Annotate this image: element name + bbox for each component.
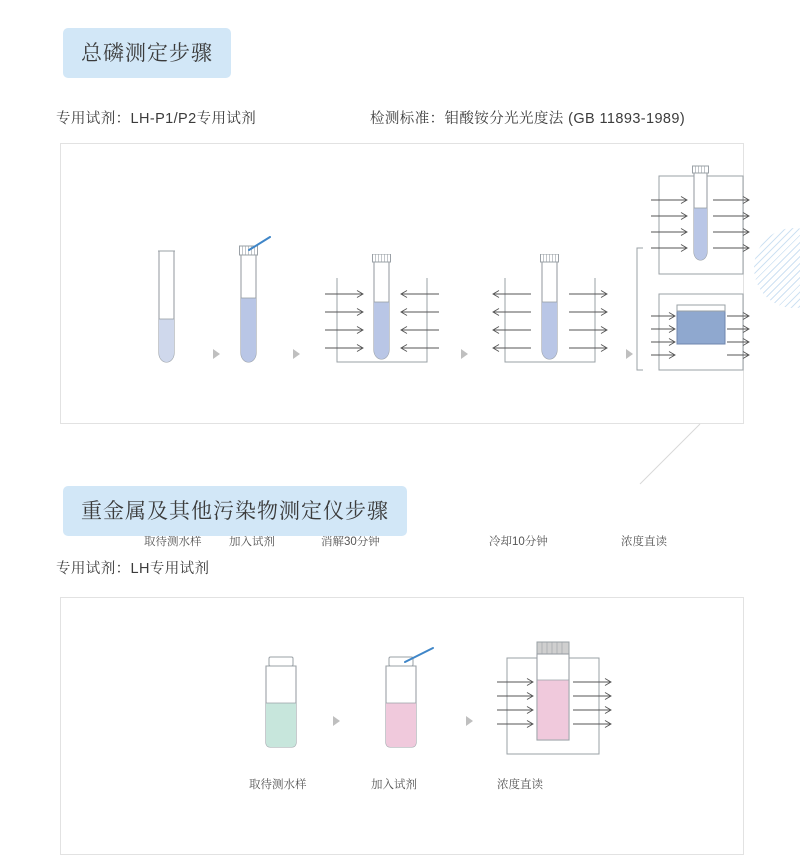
step2-test-tube-with-pipette: [229, 236, 275, 371]
section-2-title: 重金属及其他污染物测定仪步骤: [63, 486, 407, 536]
section-connector-line: [700, 424, 800, 484]
s2-step1-caption: 取待测水样: [249, 779, 307, 791]
triangle-right-icon-2: [293, 349, 300, 359]
section-1-standard-label: 检测标准：钼酸铵分光光度法 (GB 11893-1989): [370, 111, 686, 127]
step5-caption: 浓度直读: [621, 536, 667, 548]
step5-direct-reading-unit: [581, 164, 751, 384]
step2-caption: 加入试剂: [229, 536, 275, 548]
s2-step3-caption: 浓度直读: [497, 779, 543, 791]
section-1-title: 总磷测定步骤: [63, 28, 231, 78]
triangle-right-icon-1: [213, 349, 220, 359]
sample-bottle-water: [253, 653, 309, 753]
s2-step2-caption: 加入试剂: [371, 779, 417, 791]
section-1-reagent-label: 专用试剂：LH-P1/P2专用试剂: [56, 111, 257, 127]
sample-bottle-with-reagent: [373, 646, 443, 754]
step3-digestion-unit: [323, 254, 441, 372]
step3-caption: 消解30分钟: [321, 536, 380, 548]
triangle-right-icon-5: [333, 716, 340, 726]
step4-caption: 冷却10分钟: [489, 536, 548, 548]
decorative-striped-circle: [754, 228, 800, 308]
triangle-right-icon-6: [466, 716, 473, 726]
triangle-right-icon-3: [461, 349, 468, 359]
section-2-header: [63, 486, 407, 536]
step1-caption: 取待测水样: [144, 536, 202, 548]
section-2-reagent-label: 专用试剂：LH专用试剂: [56, 561, 210, 577]
s2-direct-reading-unit: [489, 636, 617, 758]
section-2-diagram-panel: [60, 597, 744, 855]
step1-test-tube: [149, 249, 183, 369]
section-1-header: [63, 28, 231, 78]
